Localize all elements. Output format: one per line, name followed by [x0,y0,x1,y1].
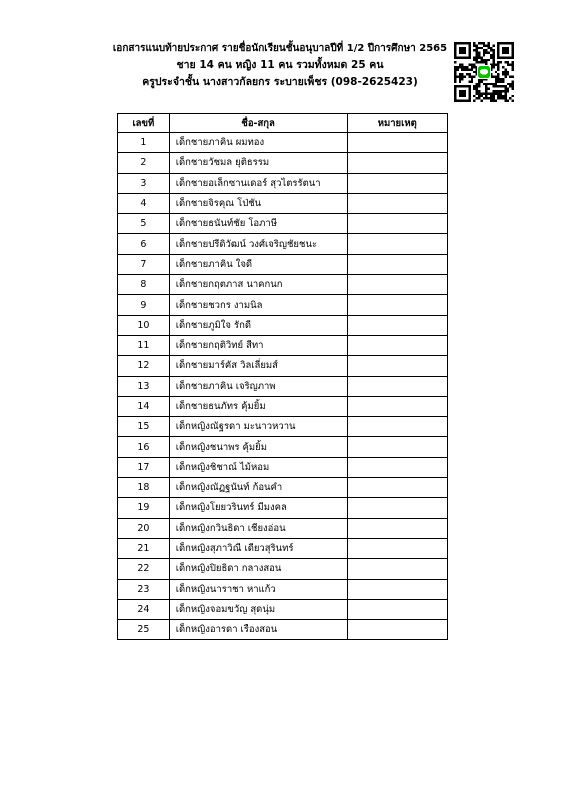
student-note [347,254,448,274]
student-number: 9 [118,295,170,315]
student-name: เด็กชายกฤตภาส นาคกนก [169,275,347,295]
student-number: 4 [118,193,170,213]
student-note [347,356,448,376]
table-row [118,315,448,335]
student-name: เด็กชายอเล็กซานเดอร์ สุวไตรรัตนา [169,173,347,193]
student-note [347,335,448,355]
column-header-note: หมายเหตุ [347,114,448,133]
student-note [347,559,448,579]
student-name: เด็กชายจิรคุณ โป่ชัน [169,193,347,213]
student-note [347,275,448,295]
student-number: 3 [118,173,170,193]
student-name: เด็กหญิงนาราชา หาแก้ว [169,579,347,599]
header-student-count: ชาย 14 คน หญิง 11 คน รวมทั้งหมด 25 คน [176,59,384,71]
student-number: 13 [118,376,170,396]
student-number: 22 [118,559,170,579]
student-name: เด็กหญิงจอมขวัญ สุดนุ่ม [169,599,347,619]
student-number: 16 [118,437,170,457]
table-row [118,153,448,173]
table-row [118,133,448,153]
table-row [118,376,448,396]
table-row [118,396,448,416]
student-note [347,234,448,254]
student-note [347,214,448,234]
student-number: 12 [118,356,170,376]
student-number: 25 [118,620,170,640]
student-name: เด็กหญิงณัฐรดา มะนาวหวาน [169,417,347,437]
student-number: 7 [118,254,170,274]
table-row [118,234,448,254]
student-name: เด็กชายภาคิน เจริญภาพ [169,376,347,396]
header-title: เอกสารแนบท้ายประกาศ รายชื่อนักเรียนชั้นอนุบาลปีที่ 1/2 ปีการศึกษา 2565 [112,43,448,54]
student-name: เด็กชายธนภัทร คุ้มยิ้ม [169,396,347,416]
table-row [118,498,448,518]
table-row [118,254,448,274]
student-number: 17 [118,457,170,477]
student-name: เด็กชายชวกร งามนิล [169,295,347,315]
student-number: 20 [118,518,170,538]
table-row [118,457,448,477]
student-note [347,498,448,518]
student-name: เด็กชายภาคิน ใจดี [169,254,347,274]
student-number: 2 [118,153,170,173]
student-note [347,153,448,173]
student-table [117,113,448,640]
header-teacher: ครูประจำชั้น นางสาวกัลยกร ระบายเพ็ชร (098-2625423) [142,76,418,88]
student-name: เด็กหญิงอารดา เรืองสอน [169,620,347,640]
student-name: เด็กชายภาคิน ผมทอง [169,133,347,153]
column-header-number: เลขที่ [118,114,170,133]
table-row [118,335,448,355]
student-name: เด็กชายกฤติวิทย์ สีทา [169,335,347,355]
table-row [118,518,448,538]
student-number: 24 [118,599,170,619]
student-note [347,173,448,193]
student-name: เด็กชายปรีดิวัฒน์ วงศ์เจริญชัยชนะ [169,234,347,254]
document-header [90,40,470,91]
student-number: 14 [118,396,170,416]
student-name: เด็กชายมาร์คัส วิลเลี่ยมส์ [169,356,347,376]
qr-code-icon [454,42,514,102]
student-name: เด็กหญิงโยยวรินทร์ มีมงคล [169,498,347,518]
student-note [347,315,448,335]
student-number: 19 [118,498,170,518]
student-note [347,133,448,153]
table-row [118,478,448,498]
student-number: 1 [118,133,170,153]
table-row [118,295,448,315]
student-name: เด็กหญิงกวินธิดา เชียงอ่อน [169,518,347,538]
student-note [347,396,448,416]
student-number: 23 [118,579,170,599]
table-row [118,437,448,457]
student-name: เด็กหญิงชนาพร คุ้มยิ้ม [169,437,347,457]
table-row [118,173,448,193]
student-number: 6 [118,234,170,254]
table-row [118,417,448,437]
student-note [347,295,448,315]
table-row [118,214,448,234]
table-row [118,559,448,579]
student-note [347,538,448,558]
student-number: 8 [118,275,170,295]
student-name: เด็กหญิงปิยธิดา กลางสอน [169,559,347,579]
table-row [118,538,448,558]
student-name: เด็กหญิงณัฏฐนันท์ ก้อนคำ [169,478,347,498]
student-note [347,518,448,538]
student-number: 18 [118,478,170,498]
student-name: เด็กชายธนันท์ชัย โอภาษี [169,214,347,234]
student-note [347,478,448,498]
student-note [347,376,448,396]
student-name: เด็กชายภูมิใจ รักดี [169,315,347,335]
student-note [347,457,448,477]
table-row [118,193,448,213]
column-header-name: ชื่อ-สกุล [169,114,347,133]
student-number: 10 [118,315,170,335]
student-number: 5 [118,214,170,234]
table-row [118,599,448,619]
student-number: 11 [118,335,170,355]
student-note [347,437,448,457]
student-note [347,579,448,599]
table-row [118,620,448,640]
student-name: เด็กชายวัชมล ยุติธรรม [169,153,347,173]
student-number: 15 [118,417,170,437]
student-note [347,193,448,213]
student-name: เด็กหญิงสุภาวิณี เดียวสุรินทร์ [169,538,347,558]
table-header-row [118,114,448,133]
student-note [347,417,448,437]
table-row [118,275,448,295]
student-note [347,599,448,619]
student-note [347,620,448,640]
table-row [118,356,448,376]
student-number: 21 [118,538,170,558]
table-row [118,579,448,599]
student-name: เด็กหญิงชิชาณ์ ไม้หอม [169,457,347,477]
